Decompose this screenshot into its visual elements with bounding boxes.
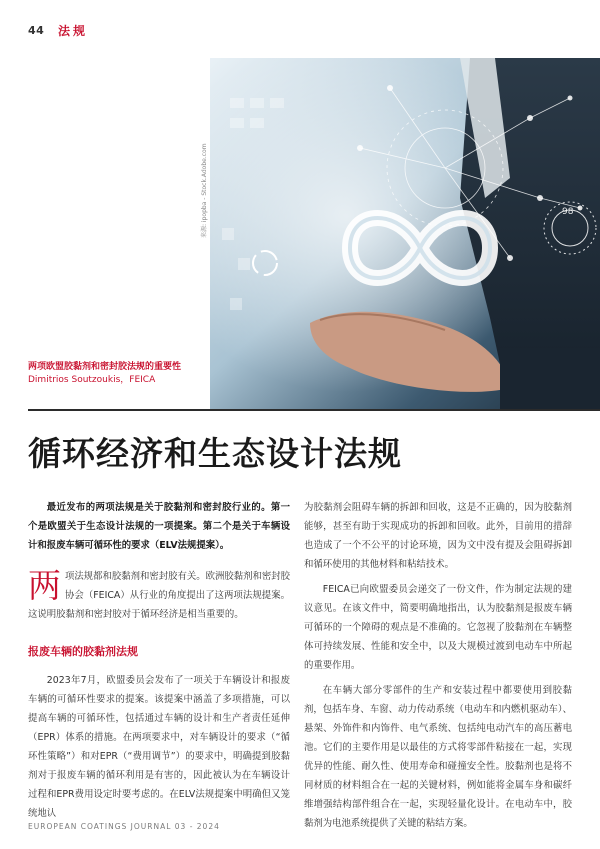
body-paragraph-continued: 为胶黏剂会阻碍车辆的拆卸和回收，这是不正确的，因为胶黏剂能够，甚至有助于实现成功的拆卸和回收。此外，目前用的措辞也造成了一个不公平的讨论环境，因为文中没有提及会阻碍拆卸和循环使用的其他材料和粘结技术。 bbox=[304, 502, 572, 570]
dropcap-paragraph bbox=[28, 567, 290, 624]
image-credit-text: 来源: ipopba - Stock.Adobe.com bbox=[201, 143, 208, 238]
image-credit bbox=[199, 138, 211, 238]
dropcap-text: 项法规都和胶黏剂和密封胶有关。欧洲胶黏剂和密封胶协会（FEICA）从行业的角度提出了这两项法规提案。这说明胶黏剂和密封胶对于循环经济是相当重要的。 bbox=[28, 571, 291, 620]
divider bbox=[28, 409, 600, 411]
hero-image bbox=[210, 58, 600, 410]
intro-paragraph: 最近发布的两项法规是关于胶黏剂和密封胶行业的。第一个是欧盟关于生态设计法规的一项提案。第二个是关于车辆设计和报废车辆可循环性的要求（ELV法规提案）。 bbox=[28, 502, 290, 551]
body-paragraph: 2023年7月，欧盟委员会发布了一项关于车辆设计和报废车辆的可循环性要求的提案。该提案中涵盖了多项措施，可以提高车辆的可循环性，包括通过车辆的设计和生产者责任延伸（EPR）体系的措施。在两项要求中，对车辆设计的要求（“循环性策略”）和对EPR（“费用调节”）的要求中，明确提到胶黏剂对于报废车辆的循环利用是有害的，因此被认为在车辆设计过程和EPR费用设定时要考虑的。在ELV法规提案中明确但又笼统地认 bbox=[28, 675, 290, 819]
article-lede bbox=[28, 361, 208, 387]
page-number: 44 bbox=[28, 23, 45, 37]
page-title: 循环经济和生态设计法规 bbox=[28, 434, 402, 473]
journal-footer: EUROPEAN COATINGS JOURNAL 03 - 2024 bbox=[28, 822, 220, 831]
dropcap-letter: 两 bbox=[28, 566, 61, 605]
svg-text:98: 98 bbox=[562, 207, 574, 217]
body-paragraph-feica: FEICA已向欧盟委员会递交了一份文件，作为制定法规的建议意见。在该文件中，简要明确地指出，认为胶黏剂是报废车辆可循环的一个障碍的观点是不准确的。它忽视了胶黏剂在车辆整体可持续发展、性能和安全中，以及大规模过渡到电动车中所起的重要作用。 bbox=[304, 584, 572, 671]
page-header bbox=[28, 20, 88, 40]
body-paragraph-applications: 在车辆大部分零部件的生产和安装过程中都要使用到胶黏剂，包括车身、车窗、动力传动系统（电动车和内燃机驱动车）、悬架、外饰件和内饰件、电气系统、包括纯电动汽车的高压蓄电池。它们的主要作用是以最佳的方式将零部件粘接在一起，实现优异的性能、耐久性、使用寿命和碰撞安全性。胶黏剂也是将不同材质的材料组合在一起的关键材料，例如能将金属车身和碳纤维增强结构部件组合在一起，实现轻量化设计。在电动车中，胶黏剂为电池系统提供了关键的粘结方案。 bbox=[304, 685, 572, 829]
section-subheading: 报废车辆的胶黏剂法规 bbox=[28, 645, 138, 658]
hero-illustration bbox=[210, 58, 600, 410]
article-subtitle: 两项欧盟胶黏剂和密封胶法规的重要性 bbox=[28, 362, 182, 372]
left-column bbox=[28, 498, 290, 823]
article-author: Dimitrios Soutzoukis，FEICA bbox=[28, 375, 156, 385]
right-column bbox=[304, 498, 572, 833]
section-tag: 法规 bbox=[58, 23, 89, 38]
